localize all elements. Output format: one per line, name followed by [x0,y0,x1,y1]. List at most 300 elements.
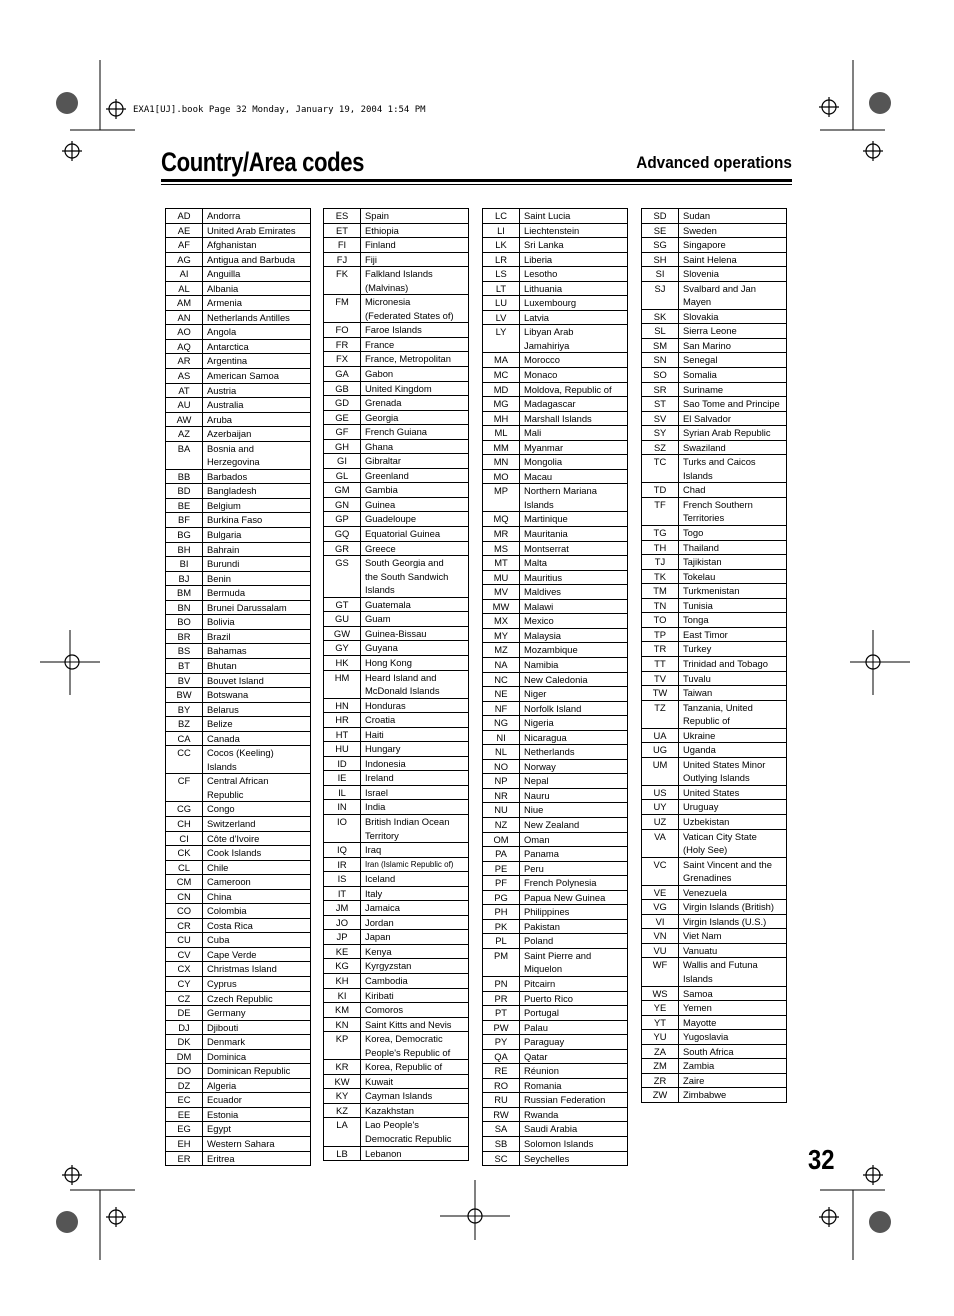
country-code: HK [324,656,361,670]
country-code: LR [483,253,520,267]
country-name: Colombia [207,905,247,917]
country-code: BF [166,513,203,527]
country-name: Central African Republic [207,775,269,800]
code-row-ru [483,1093,627,1108]
country-name: Hungary [365,743,401,755]
country-code: KZ [324,1104,361,1118]
code-row-rw [483,1108,627,1123]
country-code: GW [324,627,361,641]
code-row-mq [483,512,627,527]
country-name: Kenya [365,945,392,957]
country-code: DE [166,1006,203,1020]
code-row-ie [324,771,468,786]
country-name: Vanuatu [683,944,718,956]
code-row-co [166,904,310,919]
code-row-mv [483,585,627,600]
country-code: PR [483,992,520,1006]
code-row-ly [483,325,627,353]
country-name: Bahamas [207,645,247,657]
country-code: PH [483,905,520,919]
country-name: Sri Lanka [524,239,564,251]
country-name: Slovenia [683,268,719,280]
country-code: ET [324,224,361,238]
country-code: SN [642,353,679,367]
code-row-fi [324,238,468,253]
code-row-mt [483,556,627,571]
country-code: CN [166,890,203,904]
country-code: BN [166,601,203,615]
country-code: GY [324,641,361,655]
country-code: NO [483,760,520,774]
country-code: SI [642,267,679,281]
country-code: ZA [642,1045,679,1059]
code-row-za [642,1045,786,1060]
country-name: Madagascar [524,398,576,410]
country-code: DO [166,1064,203,1078]
country-code: IQ [324,843,361,857]
code-row-pe [483,862,627,877]
code-row-tp [642,628,786,643]
code-row-so [642,368,786,383]
code-row-cg [166,802,310,817]
code-row-au [166,398,310,413]
country-name: New Zealand [524,818,580,830]
country-code: NE [483,687,520,701]
country-name: Belarus [207,703,239,715]
country-name: Nepal [524,775,549,787]
country-name: Portugal [524,1007,559,1019]
country-name: Cameroon [207,876,251,888]
country-name: Nigeria [524,717,554,729]
country-name: Malawi [524,600,554,612]
code-row-mp [483,484,627,512]
country-code: IN [324,800,361,814]
code-row-kr [324,1060,468,1075]
country-name: Spain [365,210,389,221]
country-name: France [365,338,395,350]
country-code: CR [166,919,203,933]
code-row-kp [324,1032,468,1060]
country-code: EE [166,1108,203,1122]
code-row-ee [166,1108,310,1123]
country-code: LI [483,224,520,238]
code-row-ch [166,817,310,832]
code-row-at [166,384,310,399]
code-row-mw [483,600,627,615]
country-code: CI [166,832,203,846]
country-name: Luxembourg [524,297,577,309]
country-name: Papua New Guinea [524,891,606,903]
country-code: PM [483,949,520,976]
country-name: Venezuela [683,886,727,898]
code-row-wf [642,958,786,986]
country-code: NG [483,716,520,730]
code-row-nc [483,673,627,688]
country-name: Morocco [524,354,560,366]
code-row-hn [324,699,468,714]
country-code: IS [324,872,361,886]
code-row-se [642,224,786,239]
code-row-ph [483,905,627,920]
country-code: BB [166,470,203,484]
country-name: Slovakia [683,310,719,322]
country-name: Eritrea [207,1152,235,1164]
country-name: Solomon Islands [524,1138,594,1149]
country-name: Haiti [365,728,384,740]
country-name: Tuvalu [683,672,711,684]
country-code: KI [324,989,361,1003]
country-name: Guinea-Bissau [365,627,427,639]
country-code: GB [324,382,361,396]
country-code: LT [483,282,520,296]
country-name: Trinidad and Tobago [683,657,768,669]
country-name: Bolivia [207,616,235,628]
country-code: SZ [642,441,679,455]
code-row-um [642,758,786,786]
code-row-dz [166,1079,310,1094]
country-name: Sao Tome and Principe [683,398,780,410]
code-row-yt [642,1016,786,1031]
country-name: Greenland [365,469,409,481]
country-code: CA [166,732,203,746]
code-row-bm [166,586,310,601]
country-code: HN [324,699,361,713]
country-name: Brazil [207,630,231,642]
country-code: GU [324,612,361,626]
country-name: Kiribati [365,989,394,1001]
country-code: CL [166,861,203,875]
code-row-ma [483,353,627,368]
country-name: Palau [524,1021,548,1033]
country-name: Djibouti [207,1021,239,1033]
country-code: MR [483,527,520,541]
country-name: Liberia [524,253,553,265]
code-row-bd [166,484,310,499]
country-name: Fiji [365,253,377,265]
code-row-vi [642,915,786,930]
country-name: East Timor [683,628,728,640]
country-code: VA [642,830,679,857]
country-code: AE [166,224,203,238]
code-row-eh [166,1137,310,1152]
country-code: IT [324,887,361,901]
country-name: Chad [683,484,706,496]
country-name: Macau [524,470,553,482]
code-row-th [642,541,786,556]
country-name: Japan [365,931,391,943]
code-row-to [642,613,786,628]
code-row-tj [642,555,786,570]
code-row-gi [324,454,468,469]
country-name: Cambodia [365,974,408,986]
country-code: HT [324,728,361,742]
country-code: KG [324,959,361,973]
country-code: MO [483,470,520,484]
code-row-bi [166,557,310,572]
code-row-tm [642,584,786,599]
country-code: KW [324,1075,361,1089]
code-row-sy [642,426,786,441]
country-code: CC [166,746,203,773]
country-name: Wallis and Futuna Islands [683,959,758,984]
country-name: Turks and Caicos Islands [683,456,756,481]
code-row-om [483,833,627,848]
country-code: GN [324,498,361,512]
code-row-ga [324,367,468,382]
country-code: CY [166,977,203,991]
country-name: Côte d'Ivoire [207,832,260,844]
code-row-lk [483,238,627,253]
country-name: Togo [683,527,704,539]
country-name: Rwanda [524,1108,559,1120]
code-row-am [166,296,310,311]
country-code: MA [483,353,520,367]
country-code: LY [483,325,520,352]
country-code: SA [483,1122,520,1136]
country-name: Moldova, Republic of [524,383,612,395]
code-row-cn [166,890,310,905]
code-row-fj [324,253,468,268]
country-name: Martinique [524,513,568,525]
country-name: Kuwait [365,1075,394,1087]
country-code: LK [483,238,520,252]
country-name: Guyana [365,642,398,654]
code-row-sv [642,412,786,427]
country-code: SC [483,1152,520,1166]
code-row-bt [166,659,310,674]
country-name: Switzerland [207,817,256,829]
country-name: Tunisia [683,599,713,611]
country-name: United Arab Emirates [207,224,296,236]
code-row-lr [483,253,627,268]
country-code: AI [166,267,203,281]
page-number: 32 [808,1144,835,1175]
code-row-ye [642,1001,786,1016]
country-code: ID [324,757,361,771]
country-code: NR [483,789,520,803]
country-name: Sierra Leone [683,325,737,337]
page-title: Country/Area codes [161,147,365,177]
code-row-ao [166,325,310,340]
code-row-cl [166,861,310,876]
code-row-mx [483,614,627,629]
country-code: ER [166,1152,203,1166]
country-name: Somalia [683,369,717,381]
country-name: Kyrgyzstan [365,960,412,972]
code-row-fk [324,267,468,295]
code-row-gp [324,512,468,527]
country-code: TW [642,686,679,700]
code-row-do [166,1064,310,1079]
country-name: Uruguay [683,801,719,813]
country-code: GH [324,440,361,454]
code-row-lu [483,296,627,311]
country-code: SO [642,368,679,382]
country-name: United States [683,786,740,798]
title-rule-thick [161,179,792,182]
title-rule-thin [161,184,792,185]
code-row-my [483,629,627,644]
country-name: Latvia [524,311,550,323]
country-code: PK [483,920,520,934]
code-row-ky [324,1089,468,1104]
country-name: Bouvet Island [207,674,264,686]
section-title: Advanced operations [636,153,792,172]
country-name: Estonia [207,1108,239,1120]
country-code: NA [483,658,520,672]
country-name: Viet Nam [683,930,722,942]
country-code: SK [642,310,679,324]
country-name: Zimbabwe [683,1089,727,1101]
code-row-ua [642,729,786,744]
code-row-li [483,224,627,239]
code-row-cm [166,875,310,890]
country-code: BT [166,659,203,673]
country-name: South Africa [683,1045,734,1057]
code-row-vc [642,858,786,886]
country-name: Iran (Islamic Republic of) [365,859,454,869]
country-name: Israel [365,786,388,798]
file-info-line: EXA1[UJ].book Page 32 Monday, January 19, 2004 1:54 PM [133,105,426,115]
country-name: Norway [524,760,556,772]
code-row-km [324,1003,468,1018]
code-row-qa [483,1050,627,1065]
code-row-jo [324,916,468,931]
country-name: Virgin Islands (U.S.) [683,915,767,927]
code-row-pf [483,876,627,891]
country-name: Burundi [207,558,240,570]
country-code: DM [166,1050,203,1064]
country-code: GF [324,425,361,439]
country-name: Seychelles [524,1152,570,1164]
country-code: RO [483,1079,520,1093]
country-code: JM [324,901,361,915]
code-row-pt [483,1006,627,1021]
country-name: Korea, Democratic People's Republic of [365,1033,451,1058]
country-code: TJ [642,555,679,569]
code-row-gb [324,382,468,397]
country-name: Turkmenistan [683,585,740,597]
code-table-column-4 [641,208,787,1103]
code-row-zw [642,1088,786,1102]
country-name: Maldives [524,586,561,598]
country-name: Costa Rica [207,919,253,931]
country-name: Pakistan [524,920,560,932]
country-code: MZ [483,643,520,657]
code-row-cx [166,962,310,977]
country-name: Cape Verde [207,948,257,960]
country-name: Mauritius [524,571,563,583]
code-row-tn [642,599,786,614]
country-name: Panama [524,848,559,860]
country-name: Svalbard and Jan Mayen [683,282,756,308]
code-row-lb [324,1147,468,1161]
code-row-tr [642,642,786,657]
code-row-dm [166,1050,310,1065]
code-row-sj [642,282,786,310]
country-code: NC [483,673,520,687]
code-row-tw [642,686,786,701]
country-name: Malta [524,557,547,569]
code-row-ne [483,687,627,702]
country-code: NU [483,803,520,817]
country-code: SR [642,383,679,397]
country-code: PE [483,862,520,876]
code-row-py [483,1035,627,1050]
code-row-cv [166,948,310,963]
country-name: Grenada [365,397,402,409]
country-code: AF [166,238,203,252]
country-name: Netherlands Antilles [207,311,290,323]
country-name: Chile [207,861,229,873]
country-name: Guam [365,613,391,625]
country-name: Iceland [365,873,396,885]
country-code: TR [642,642,679,656]
code-row-la [324,1118,468,1146]
code-row-io [324,815,468,843]
country-code: LC [483,209,520,223]
country-code: MV [483,585,520,599]
country-code: LU [483,296,520,310]
country-name: Syrian Arab Republic [683,427,771,439]
code-row-bo [166,615,310,630]
country-name: Antigua and Barbuda [207,253,296,265]
code-row-sz [642,441,786,456]
country-name: Aruba [207,413,233,425]
code-row-il [324,786,468,801]
country-name: Cyprus [207,977,237,989]
code-row-ml [483,426,627,441]
country-name: Honduras [365,699,406,711]
code-row-pg [483,891,627,906]
country-code: SH [642,253,679,267]
country-code: SV [642,412,679,426]
country-name: Bahrain [207,543,240,555]
code-row-ht [324,728,468,743]
country-name: Tanzania, United Republic of [683,701,753,727]
code-row-md [483,383,627,398]
country-name: Montserrat [524,542,569,554]
code-row-gd [324,396,468,411]
country-name: Jordan [365,916,394,928]
country-name: Comoros [365,1004,404,1016]
country-name: Mozambique [524,644,578,656]
code-row-hu [324,742,468,757]
country-code: MG [483,397,520,411]
country-code: CH [166,817,203,831]
code-row-pl [483,934,627,949]
country-code: CF [166,774,203,801]
country-name: Gambia [365,484,398,496]
country-name: Georgia [365,411,399,423]
country-code: VE [642,886,679,900]
country-name: Guatemala [365,598,411,610]
country-code: EH [166,1137,203,1151]
country-name: Suriname [683,383,724,395]
country-code: ES [324,209,361,223]
country-name: India [365,801,386,813]
country-name: Pitcairn [524,977,556,989]
code-row-ag [166,253,310,268]
country-name: Niue [524,804,544,816]
code-row-vn [642,929,786,944]
code-row-jp [324,930,468,945]
country-name: Myanmar [524,441,564,453]
country-code: AU [166,398,203,412]
code-row-ke [324,945,468,960]
country-name: Mexico [524,615,554,627]
code-row-nu [483,803,627,818]
